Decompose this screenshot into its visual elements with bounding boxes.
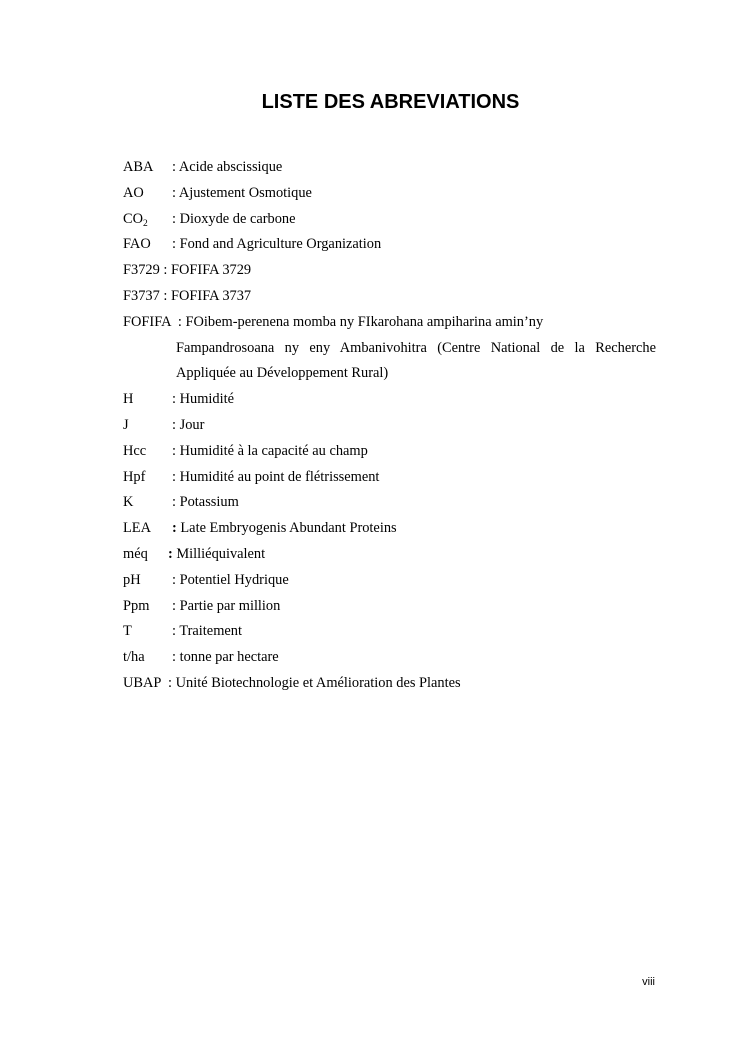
abbreviation: ABA	[123, 159, 154, 175]
separator: :	[172, 184, 179, 201]
definition: Potentiel Hydrique	[179, 571, 289, 588]
separator: :	[168, 545, 177, 562]
abbreviation: méq	[123, 545, 148, 562]
list-item	[123, 387, 656, 413]
separator: :	[172, 159, 179, 175]
list-item	[123, 645, 656, 671]
separator: :	[172, 494, 180, 511]
separator: :	[172, 416, 180, 433]
abbreviation: AO	[123, 184, 144, 201]
list-item	[123, 258, 656, 284]
separator: :	[159, 262, 171, 279]
definition: Unité Biotechnologie et Amélioration des Plantes	[175, 674, 461, 691]
separator: :	[172, 442, 180, 459]
list-item	[123, 671, 656, 697]
page-title: LISTE DES ABREVIATIONS	[261, 91, 520, 113]
definition: FOFIFA 3737	[171, 287, 252, 304]
definition-continuation: Appliquée au Développement Rural)	[176, 365, 389, 382]
abbreviation: K	[123, 494, 134, 511]
abbreviation: Hcc	[123, 442, 147, 459]
list-item	[123, 568, 656, 594]
abbreviation: pH	[123, 571, 141, 588]
list-item	[123, 413, 656, 439]
abbreviation: LEA	[123, 520, 151, 537]
separator: :	[172, 571, 180, 588]
separator: :	[172, 649, 180, 666]
abbreviation: F3737	[123, 287, 160, 304]
definition: Fond and Agriculture Organization	[179, 236, 382, 253]
definition: Jour	[179, 416, 205, 433]
abbreviation: Ppm	[123, 597, 150, 614]
list-item	[123, 207, 656, 233]
definition: FOibem-perenena momba ny FIkarohana ampiharina amin’ny	[185, 313, 544, 330]
page-number: viii	[642, 976, 655, 988]
definition-continuation: Fampandrosoana ny eny Ambanivohitra (Centre National de la Recherche	[176, 339, 656, 356]
separator: :	[159, 287, 171, 304]
definition: Potassium	[179, 494, 239, 511]
separator: :	[172, 597, 180, 614]
definition: Humidité au point de flétrissement	[179, 468, 380, 485]
abbreviation: F3729	[123, 262, 160, 279]
list-item	[123, 490, 656, 516]
definition: Ajustement Osmotique	[178, 184, 312, 201]
list-item	[123, 619, 656, 645]
separator: :	[160, 674, 176, 691]
definition: Late Embryogenis Abundant Proteins	[180, 520, 397, 537]
separator: :	[170, 313, 186, 330]
abbreviation-list	[123, 155, 656, 697]
abbreviation: Hpf	[123, 468, 146, 485]
definition: Humidité	[179, 391, 234, 408]
list-item	[123, 439, 656, 465]
separator: :	[172, 210, 180, 227]
definition: Traitement	[179, 623, 242, 640]
separator: :	[172, 468, 180, 485]
definition: FOFIFA 3729	[171, 262, 252, 279]
definition: Partie par million	[179, 597, 281, 614]
abbreviation: t/ha	[123, 649, 145, 666]
abbreviation: T	[123, 623, 132, 640]
definition: Humidité à la capacité au champ	[179, 442, 368, 459]
abbreviation: UBAP	[123, 674, 161, 691]
definition: tonne par hectare	[179, 649, 279, 666]
separator: :	[172, 391, 180, 408]
list-item	[123, 542, 656, 568]
list-item	[123, 465, 656, 491]
abbreviation: $CO_2$	[123, 210, 148, 229]
list-item	[123, 155, 656, 181]
separator: :	[172, 623, 180, 640]
list-item	[123, 594, 656, 620]
list-item	[123, 232, 656, 258]
abbreviation: J	[123, 416, 129, 433]
list-item	[123, 516, 656, 542]
separator: :	[172, 520, 181, 537]
separator: :	[172, 236, 180, 253]
abbreviation: FOFIFA	[123, 313, 171, 330]
list-item	[123, 310, 656, 387]
abbreviation: FAO	[123, 236, 151, 253]
list-item	[123, 284, 656, 310]
list-item	[123, 181, 656, 207]
abbreviation: H	[123, 391, 134, 408]
definition: Acide abscissique	[178, 159, 283, 175]
definition: Milliéquivalent	[176, 545, 266, 562]
definition: Dioxyde de carbone	[179, 210, 296, 227]
